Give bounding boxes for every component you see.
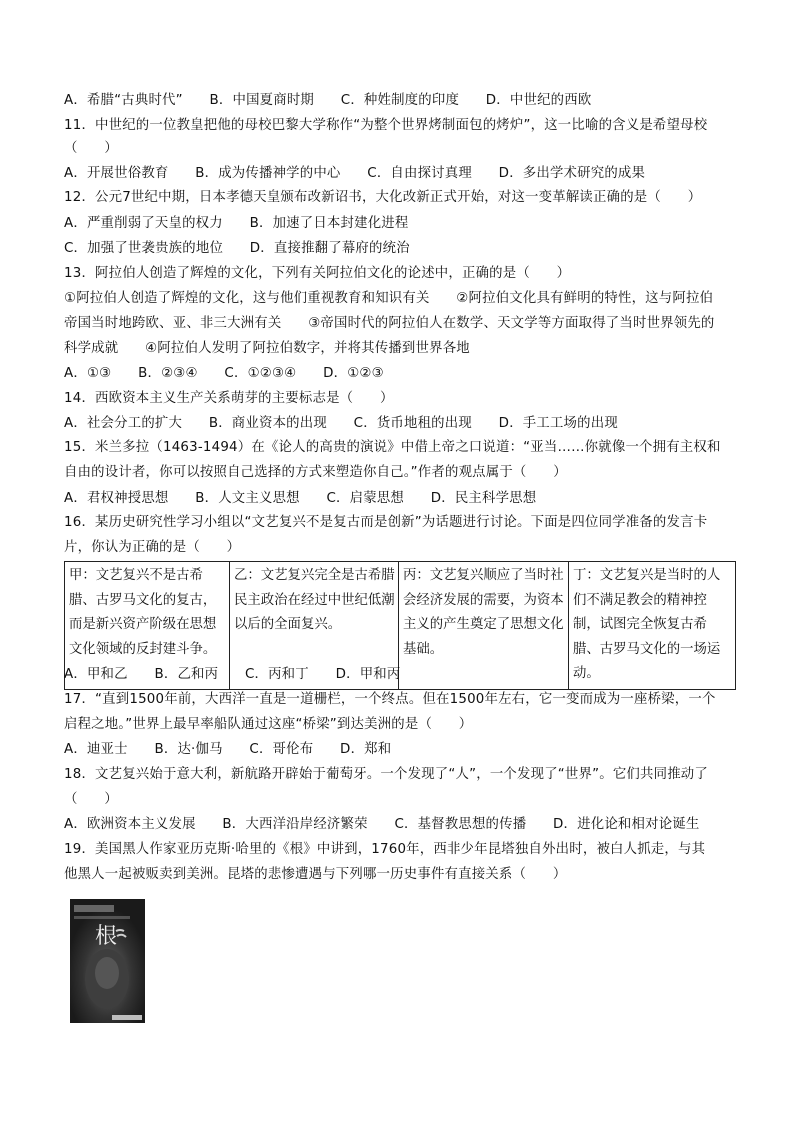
cover-figure-head [95, 957, 119, 989]
q14-options: A．社会分工的扩大 B．商业资本的出现 C．货币地租的出现 D．手工工场的出现 [64, 416, 618, 431]
q19-stem-line-2: 他黑人一起被贩卖到美洲。昆塔的悲惨遭遇与下列哪一历史事件有直接关系（ ） [64, 867, 567, 882]
q13-item-line-2: 帝国当时地跨欧、亚、非三大洲有关 ③帝国时代的阿拉伯人在数学、天文学等方面取得了当时世界领先的 [64, 316, 715, 331]
q19-stem-line-1: 19．美国黑人作家亚历克斯·哈里的《根》中讲到，1760年，西非少年昆塔独自外出时，被白人抓走，与其 [64, 842, 706, 857]
q13-item-line-3: 科学成就 ④阿拉伯人发明了阿拉伯数字，并将其传播到世界各地 [64, 341, 470, 356]
cover-top-band [74, 905, 114, 912]
q11-answer-blank: （ ） [64, 141, 118, 156]
q13-item-line-1: ①阿拉伯人创造了辉煌的文化，这与他们重视教育和知识有关 ②阿拉伯文化具有鲜明的特性，这与阿拉伯 [64, 291, 714, 306]
q13-stem: 13．阿拉伯人创造了辉煌的文化，下列有关阿拉伯文化的论述中，正确的是（ ） [64, 266, 571, 281]
q15-options: A．君权神授思想 B．人文主义思想 C．启蒙思想 D．民主科学思想 [64, 491, 537, 506]
card-yi: 乙：文艺复兴完全是古希腊民主政治在经过中世纪低潮以后的全面复兴。 [230, 562, 399, 690]
cover-bottom-label [112, 1015, 142, 1020]
q11-options: A．开展世俗教育 B．成为传播神学的中心 C．自由探讨真理 D．多出学术研究的成果 [64, 166, 646, 181]
q15-stem-line-1: 15．米兰多拉（1463-1494）在《论人的高贵的演说》中借上帝之口说道：“亚当……你就像一个拥有主权和 [64, 440, 721, 455]
card-ding: 丁：文艺复兴是当时的人们不满足教会的精神控制，试图完全恢复古希腊、古罗马文化的一场运动。 [569, 562, 736, 690]
book-cover-image [70, 899, 145, 1023]
q17-stem-line-1: 17．“直到1500年前，大西洋一直是一道栅栏，一个终点。但在1500年左右，它一变而成为一座桥梁，一个 [64, 692, 716, 707]
book-cover-art [70, 899, 145, 1023]
q16-stem-line-2: 片，你认为正确的是（ ） [64, 540, 241, 555]
card-bing: 丙：文艺复兴顺应了当时社会经济发展的需要，为资本主义的产生奠定了思想文化基础。 [399, 562, 569, 690]
q16-stem-line-1: 16．某历史研究性学习小组以“文艺复兴不是复古而是创新”为话题进行讨论。下面是四位同学准备的发言卡 [64, 515, 708, 530]
q16-options: A．甲和乙 B．乙和丙 C．丙和丁 D．甲和丙 [64, 667, 401, 682]
q15-stem-line-2: 自由的设计者，你可以按照自己选择的方式来塑造你自己。”作者的观点属于（ ） [64, 465, 567, 480]
cover-title: 根 [95, 924, 118, 949]
card-jia: 甲：文艺复兴不是古希腊、古罗马文化的复古，而是新兴资产阶级在思想文化领域的反封建斗争。 [65, 562, 230, 690]
q12-stem: 12．公元7世纪中期，日本孝德天皇颁布改新诏书，大化改新正式开始，对这一变革解读正确的是（ ） [64, 190, 702, 205]
cover-subtitle-band [74, 916, 130, 919]
q18-answer-blank: （ ） [64, 792, 118, 807]
q17-stem-line-2: 启程之地。”世界上最早率船队通过这座“桥梁”到达美洲的是（ ） [64, 717, 473, 732]
q13-options: A．①③ B．②③④ C．①②③④ D．①②③ [64, 366, 384, 381]
q12-options-ab: A．严重削弱了天皇的权力 B．加速了日本封建化进程 [64, 216, 409, 231]
q12-options-cd: C．加强了世袭贵族的地位 D．直接推翻了幕府的统治 [64, 241, 410, 256]
q14-stem: 14．西欧资本主义生产关系萌芽的主要标志是（ ） [64, 391, 394, 406]
q17-options: A．迪亚士 B．达·伽马 C．哥伦布 D．郑和 [64, 742, 392, 757]
q18-options: A．欧洲资本主义发展 B．大西洋沿岸经济繁荣 C．基督教思想的传播 D．进化论和相对论诞生 [64, 817, 700, 832]
q11-stem: 11．中世纪的一位教皇把他的母校巴黎大学称作“为整个世界烤制面包的烤炉”，这一比喻的含义是希望母校 [64, 118, 708, 133]
q18-stem-line-1: 18．文艺复兴始于意大利，新航路开辟始于葡萄牙。一个发现了“人”，一个发现了“世界”。它们共同推动了 [64, 767, 708, 782]
q10-options: A．希腊“古典时代” B．中国夏商时期 C．种姓制度的印度 D．中世纪的西欧 [64, 93, 592, 108]
